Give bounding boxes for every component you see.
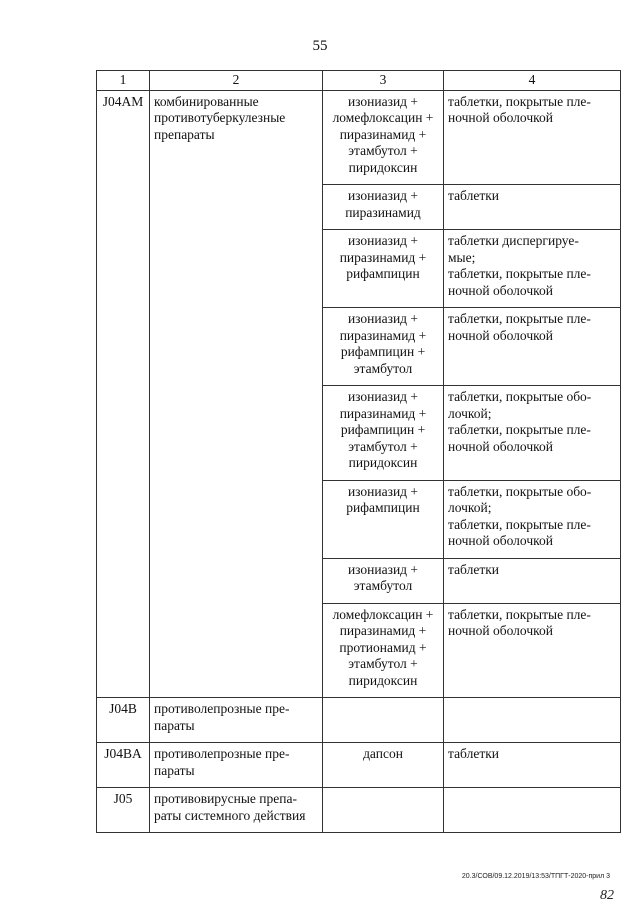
- header-col-4: 4: [444, 71, 621, 91]
- atc-code-cell: J05: [97, 788, 150, 833]
- page-number: 55: [312, 38, 328, 54]
- dosage-form-cell: [444, 698, 621, 743]
- substance-cell: изониазид + пиразинамид + рифампицин: [323, 230, 444, 308]
- table-body: [97, 90, 621, 833]
- substance-cell: [323, 698, 444, 743]
- header-col-2: 2: [150, 71, 323, 91]
- substance-cell: дапсон: [323, 743, 444, 788]
- substance-cell: изониазид + рифампицин: [323, 480, 444, 558]
- dosage-form-cell: таблетки, покрытые обо- лочкой; таблетки, покрытые пле- ночной оболочкой: [444, 386, 621, 481]
- table-row: [97, 90, 621, 185]
- drug-table: [96, 70, 621, 833]
- table-header-row: [97, 71, 621, 91]
- dosage-form-cell: таблетки, покрытые обо- лочкой; таблетки, покрытые пле- ночной оболочкой: [444, 480, 621, 558]
- atc-code-cell: J04BA: [97, 743, 150, 788]
- dosage-form-cell: таблетки: [444, 185, 621, 230]
- table-row: [97, 743, 621, 788]
- dosage-form-cell: таблетки, покрытые пле- ночной оболочкой: [444, 90, 621, 185]
- dosage-form-cell: таблетки: [444, 558, 621, 603]
- dosage-form-cell: таблетки диспергируе- мые; таблетки, покрытые пле- ночной оболочкой: [444, 230, 621, 308]
- substance-cell: изониазид + этамбутол: [323, 558, 444, 603]
- group-name-cell: противолепрозные пре- параты: [150, 698, 323, 743]
- atc-code-cell: J04AM: [97, 90, 150, 698]
- dosage-form-cell: [444, 788, 621, 833]
- group-name-cell: комбинированные противотуберкулезные препараты: [150, 90, 323, 698]
- substance-cell: изониазид + пиразинамид: [323, 185, 444, 230]
- substance-cell: [323, 788, 444, 833]
- table-row: [97, 788, 621, 833]
- substance-cell: ломефлоксацин + пиразинамид + протионамид + этамбутол + пиридоксин: [323, 603, 444, 698]
- substance-cell: изониазид + пиразинамид + рифампицин + этамбутол + пиридоксин: [323, 386, 444, 481]
- dosage-form-cell: таблетки, покрытые пле- ночной оболочкой: [444, 603, 621, 698]
- header-col-1: 1: [97, 71, 150, 91]
- atc-code-cell: J04B: [97, 698, 150, 743]
- substance-cell: изониазид + ломефлоксацин + пиразинамид + этамбутол + пиридоксин: [323, 90, 444, 185]
- dosage-form-cell: таблетки: [444, 743, 621, 788]
- dosage-form-cell: таблетки, покрытые пле- ночной оболочкой: [444, 308, 621, 386]
- table-row: [97, 698, 621, 743]
- substance-cell: изониазид + пиразинамид + рифампицин + этамбутол: [323, 308, 444, 386]
- header-col-3: 3: [323, 71, 444, 91]
- document-footer-code: 20.3/СОВ/09.12.2019/13:53/ТПГТ-2020-прил 3: [461, 873, 610, 880]
- corner-page-number: 82: [600, 888, 614, 903]
- group-name-cell: противолепрозные пре- параты: [150, 743, 323, 788]
- group-name-cell: противовирусные препа- раты системного действия: [150, 788, 323, 833]
